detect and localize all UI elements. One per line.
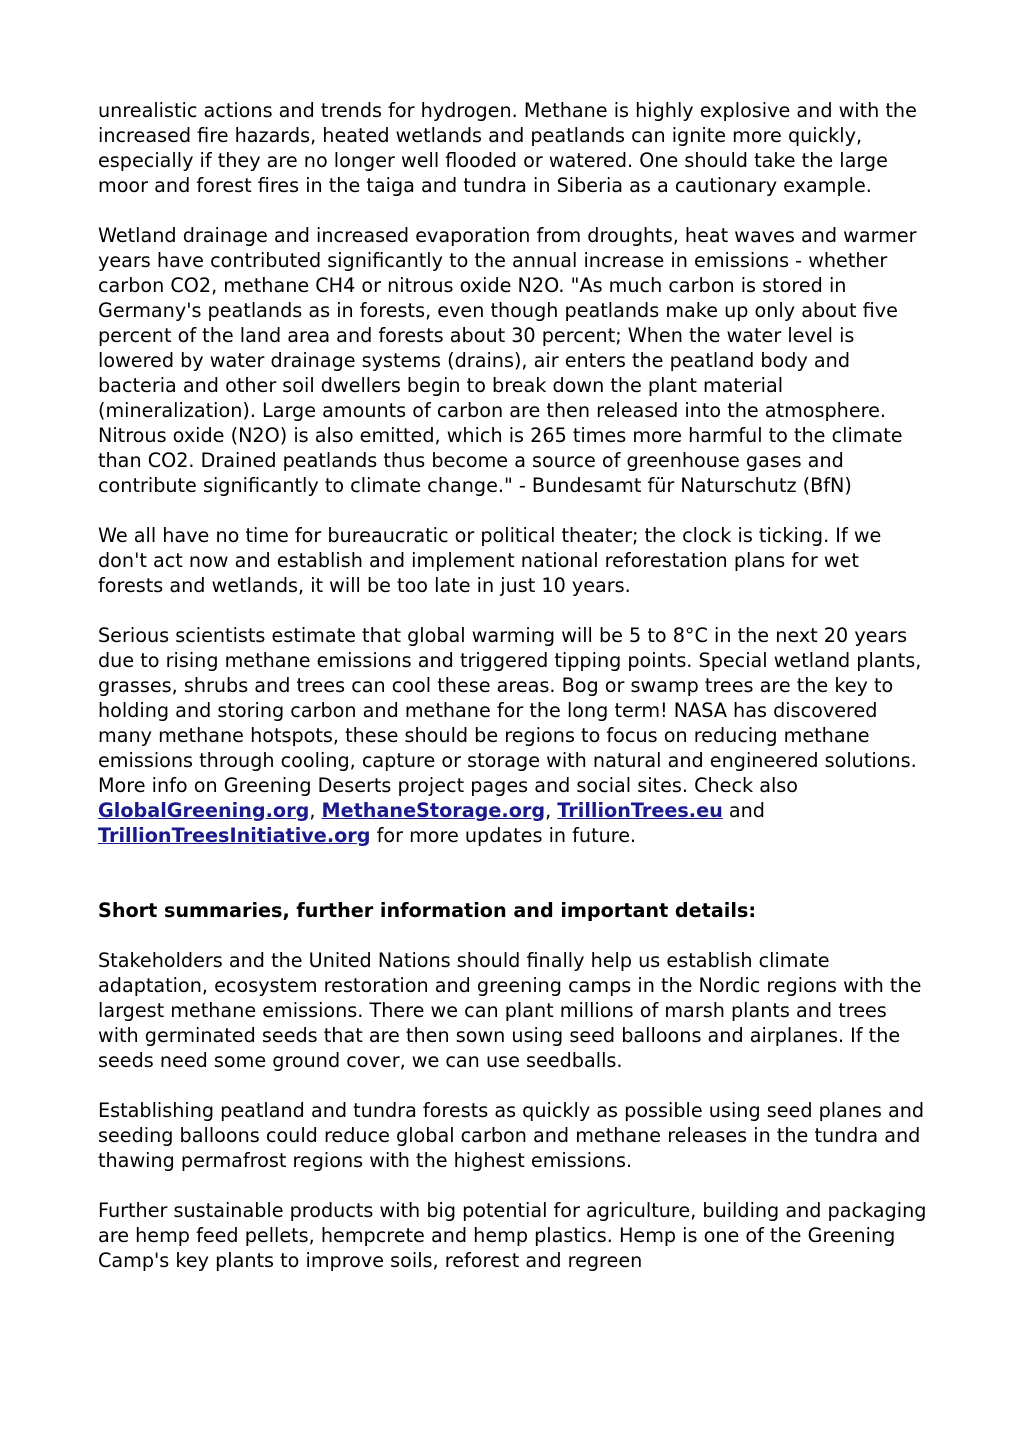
link-global-greening[interactable]: GlobalGreening.org: [98, 799, 310, 822]
paragraph-peatland-forests: Establishing peatland and tundra forests as quickly as possible using seed planes and seeding balloons could reduce global carbon and methane releases in the tundra and thawing permafrost regions with the highest emissions.: [98, 1099, 925, 1172]
paragraph-global-warming-links: [98, 623, 930, 848]
paragraph-hemp-products: Further sustainable products with big potential for agriculture, building and packaging are hemp feed pellets, hempcrete and hemp plastics. Hemp is one of the Greening Camp's key plants to improve soils, reforest and regreen: [98, 1199, 927, 1272]
section-heading: Short summaries, further information and important details:: [98, 899, 757, 922]
link-trillion-trees-eu[interactable]: TrillionTrees.eu: [557, 799, 723, 822]
paragraph-no-time: We all have no time for bureaucratic or political theater; the clock is ticking. If we don't act now and establish and implement national reforestation plans for wet forests and wetlands, it will be too late in just 10 years.: [98, 524, 882, 597]
link-separator: ,: [309, 799, 322, 822]
paragraph-hydrogen-fire-risk: unrealistic actions and trends for hydrogen. Methane is highly explosive and with the increased fire hazards, heated wetlands and peatlands can ignite more quickly, especially if they are no longer well flooded or watered. One should take the large moor and forest fires in the taiga and tundra in Siberia as a cautionary example.: [98, 99, 917, 197]
link-trillion-trees-initiative[interactable]: TrillionTreesInitiative.org: [98, 824, 371, 847]
paragraph-wetland-drainage: Wetland drainage and increased evaporation from droughts, heat waves and warmer years have contributed significantly to the annual increase in emissions - whether carbon CO2, methane CH4 or nitrous oxide N2O. "As much carbon is stored in Germany's peatlands as in forests, even though peatlands make up only about five percent of the land area and forests about 30 percent; When the water level is lowered by water drainage systems (drains), air enters the peatland body and bacteria and other soil dwellers begin to break down the plant material (mineralization). Large amounts of carbon are then released into the atmosphere. Nitrous oxide (N2O) is also emitted, which is 265 times more harmful to the climate than CO2. Drained peatlands thus become a source of greenhouse gases and contribute significantly to climate change." - Bundesamt für Naturschutz (BfN): [98, 224, 917, 497]
paragraph-global-warming-text: Serious scientists estimate that global warming will be 5 to 8°C in the next 20 years due to rising methane emissions and triggered tipping points. Special wetland plants, grasses, shrubs and trees can cool these areas. Bog or swamp trees are the key to holding and storing carbon and methane for the long term! NASA has discovered many methane hotspots, these should be regions to focus on reducing methane emissions through cooling, capture or storage with natural and engineered solutions. More info on Greening Deserts project pages and social sites. Check also: [98, 624, 922, 797]
paragraph-closing-text: for more updates in future.: [370, 824, 637, 847]
link-separator: ,: [545, 799, 552, 822]
link-methane-storage[interactable]: MethaneStorage.org: [321, 799, 546, 822]
link-conjunction: and: [722, 799, 765, 822]
document-page: [98, 98, 930, 1298]
paragraph-stakeholders: Stakeholders and the United Nations should finally help us establish climate adaptation, ecosystem restoration and greening camps in the Nordic regions with the largest methane emissions. There we can plant millions of marsh plants and trees with germinated seeds that are then sown using seed balloons and airplanes. If the seeds need some ground cover, we can use seedballs.: [98, 949, 922, 1072]
